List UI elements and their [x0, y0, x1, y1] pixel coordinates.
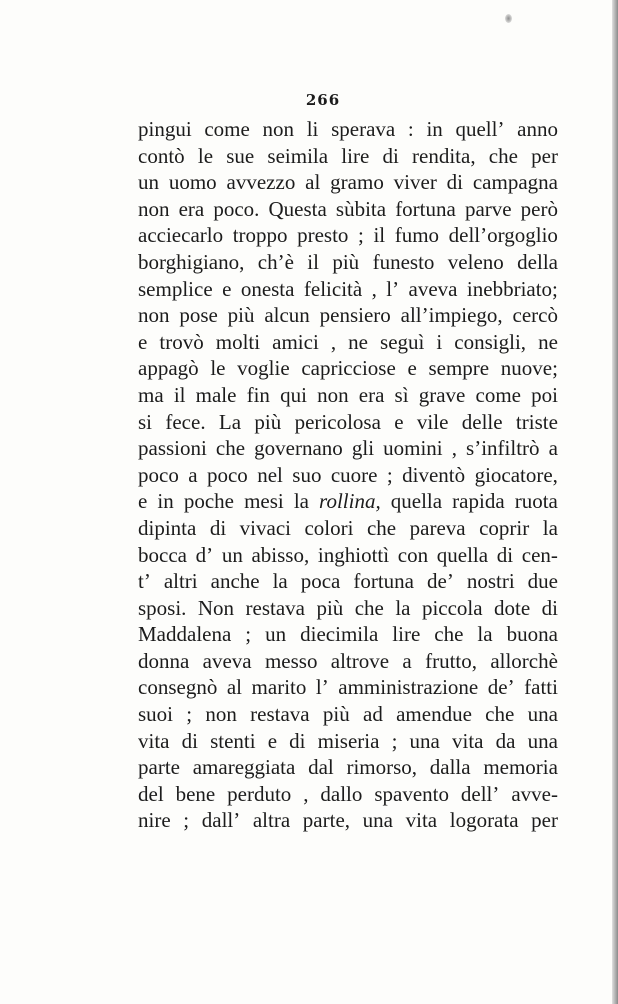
text-line [138, 409, 558, 436]
word: ; [186, 702, 193, 727]
word: con [397, 542, 429, 567]
word: nostri [466, 569, 515, 594]
text-line [138, 621, 558, 648]
text-line [138, 169, 558, 196]
word: lire [341, 143, 370, 168]
text-line [138, 249, 558, 276]
word: era [178, 196, 205, 221]
word: pensiero [319, 303, 391, 328]
word: logorata [449, 808, 519, 833]
word: dallo [320, 781, 363, 806]
word: Maddalena [138, 622, 232, 647]
word: altrove [330, 648, 390, 673]
word: che [485, 702, 515, 727]
word: bene [175, 781, 216, 806]
word: li [306, 117, 319, 141]
word: qui [280, 382, 307, 407]
word: ; [386, 462, 393, 487]
word: ; [183, 808, 190, 833]
word: voglie [237, 356, 290, 381]
text-line [138, 701, 558, 728]
word: di [289, 728, 306, 753]
word: vivaci [239, 515, 291, 540]
word: aveva [408, 276, 458, 301]
word: nire [138, 808, 171, 833]
word: troppo [232, 223, 288, 248]
word: ma [138, 382, 164, 407]
word: in [157, 489, 174, 514]
word: diecimila [300, 622, 379, 647]
text-line [138, 568, 558, 595]
word: stenti [210, 728, 256, 753]
word: viver [393, 170, 437, 195]
word: triste [515, 409, 558, 434]
word: quella [390, 489, 443, 514]
word: suoi [138, 702, 174, 727]
word: ruota [514, 489, 558, 514]
word: dote [494, 595, 531, 620]
word: e [222, 276, 232, 301]
word: che [488, 143, 518, 168]
word: Questa [268, 196, 327, 221]
word: dell’ [460, 781, 500, 806]
word: che [354, 595, 384, 620]
word: veleno [447, 249, 504, 274]
text-line [138, 542, 558, 569]
word: si [138, 409, 153, 434]
word: di [541, 595, 558, 620]
word: Non [197, 595, 235, 620]
word: non [205, 702, 237, 727]
word: non [138, 303, 170, 328]
word: miseria [317, 728, 380, 753]
text-line [138, 781, 558, 808]
word: di [382, 143, 399, 168]
word: fin [246, 382, 270, 407]
word: ad [363, 702, 383, 727]
word: poca [300, 569, 341, 594]
text-line [138, 329, 558, 356]
text-line [138, 515, 558, 542]
word: anche [210, 569, 260, 594]
word: avve- [511, 781, 558, 806]
word: buona [506, 622, 558, 647]
word: di [446, 170, 464, 195]
word: passioni [138, 436, 207, 461]
word: ch’è [257, 249, 294, 274]
word: in [426, 117, 443, 141]
word: dal [308, 755, 334, 780]
text-line [138, 143, 558, 170]
word: però [520, 196, 558, 221]
word: e [407, 356, 417, 381]
word: donna [138, 648, 190, 673]
word: de’ [427, 569, 454, 594]
page-number: 266 [305, 91, 341, 109]
word: avvezzo [226, 170, 296, 195]
word: la [272, 569, 288, 594]
word: poco [138, 462, 179, 487]
word: il [373, 223, 386, 248]
word: poi [531, 382, 558, 407]
word: mesi [244, 489, 284, 514]
word: un [138, 170, 159, 195]
word: la [477, 622, 493, 647]
word: piccola [421, 595, 483, 620]
word: allorchè [490, 648, 558, 673]
word: anno [517, 117, 558, 141]
word: consegnò [138, 675, 218, 700]
word: appagò [138, 356, 199, 381]
word: come [475, 382, 521, 407]
word: giocatore, [474, 462, 558, 487]
word: pericolosa [294, 409, 381, 434]
word: altra [252, 808, 291, 833]
text-line [138, 276, 558, 303]
word: fumo [394, 223, 440, 248]
word: poco [206, 462, 248, 487]
word: cuore [330, 462, 378, 487]
word: sue [226, 143, 255, 168]
word: dell’orgoglio [448, 223, 558, 248]
word: più [254, 409, 282, 434]
word: più [227, 303, 255, 328]
word: felicità [303, 276, 363, 301]
word: poco. [213, 196, 260, 221]
text-line [138, 302, 558, 329]
word: come [204, 117, 250, 141]
word: di [209, 515, 227, 540]
word: ; [245, 622, 252, 647]
word: più [316, 595, 344, 620]
word: più [332, 249, 360, 274]
word: poche [183, 489, 234, 514]
word: inghiottì [317, 542, 390, 567]
word: vile [416, 409, 449, 434]
word: parte [138, 755, 180, 780]
word: vita [452, 728, 484, 753]
word: pingui [138, 117, 192, 141]
word: e [138, 329, 148, 354]
word: governano [254, 436, 343, 461]
ink-smudge [505, 14, 512, 23]
word: per [531, 143, 558, 168]
word: pose [179, 303, 218, 328]
word: ne [538, 329, 558, 354]
word: rendita, [412, 143, 476, 168]
word: restava [250, 702, 310, 727]
word: uomini [383, 436, 443, 461]
word: nuove; [500, 356, 558, 381]
text-line [138, 488, 558, 515]
word: frutto, [425, 648, 477, 673]
word: due [527, 569, 558, 594]
word: s’infiltrò [466, 436, 540, 461]
word: inebbriato; [466, 276, 558, 301]
word: una [409, 728, 440, 753]
text-line [138, 355, 558, 382]
word: trovò [159, 329, 204, 354]
word: suo [292, 462, 322, 487]
text-line [138, 595, 558, 622]
word: non [138, 196, 170, 221]
word: amareggiata [192, 755, 296, 780]
word: un [221, 542, 243, 567]
word: gramo [330, 170, 384, 195]
word: che [215, 436, 246, 461]
text-line [138, 648, 558, 675]
word: ; [358, 223, 364, 248]
word: amendue [396, 702, 472, 727]
word: alcun [264, 303, 310, 328]
word: sposi. [138, 595, 187, 620]
word: restava [245, 595, 305, 620]
word: vita [405, 808, 438, 833]
word: diventò [402, 462, 466, 487]
word: l’ [315, 675, 329, 700]
word: non [262, 117, 295, 141]
text-line [138, 674, 558, 701]
word: vita [138, 728, 170, 753]
word: sperava [331, 117, 396, 141]
word: bocca [138, 542, 187, 567]
word: altri [163, 569, 198, 594]
word: fece. [165, 409, 206, 434]
word: perduto [227, 781, 292, 806]
word: cen- [521, 542, 558, 567]
word: sùbita [335, 196, 387, 221]
word: rapida [452, 489, 505, 514]
word: di [181, 728, 198, 753]
word: seguì [380, 329, 425, 354]
word: marito [251, 675, 307, 700]
body-text [138, 116, 558, 834]
word: a [402, 648, 412, 673]
word: ne [348, 329, 368, 354]
word: abisso, [251, 542, 310, 567]
word: pareva [409, 515, 466, 540]
word: delle [461, 409, 503, 434]
word: e [138, 489, 148, 514]
word: onesta [240, 276, 295, 301]
word: fatti [524, 675, 558, 700]
word: parte, [302, 808, 351, 833]
word: una [527, 728, 558, 753]
word: la [395, 595, 411, 620]
text-line [138, 116, 558, 143]
word: capricciose [301, 356, 396, 381]
word: La [218, 409, 242, 434]
text-line [138, 382, 558, 409]
word: dalla [429, 755, 471, 780]
text-line [138, 807, 558, 834]
word: lire [392, 622, 421, 647]
word: dipinta [138, 515, 197, 540]
word: di [496, 542, 514, 567]
word: dall’ [201, 808, 241, 833]
word: al [226, 675, 243, 700]
word: semplice [138, 276, 213, 301]
word: le [210, 356, 226, 381]
word: all’impiego, [400, 303, 503, 328]
word: spavento [374, 781, 449, 806]
word: borghigiano, [138, 249, 245, 274]
word: l’ [386, 276, 400, 301]
word: amici [272, 329, 319, 354]
page-edge-shadow [612, 0, 618, 1004]
word: cercò [512, 303, 558, 328]
word: la [542, 515, 558, 540]
text-line [138, 222, 558, 249]
word: presto [297, 223, 349, 248]
word: a [188, 462, 198, 487]
word: del [138, 781, 164, 806]
word: al [305, 170, 321, 195]
word: memoria [483, 755, 558, 780]
word: parve [464, 196, 512, 221]
word: da [495, 728, 516, 753]
word: i [436, 329, 443, 354]
word: per [531, 808, 558, 833]
word: campagna [472, 170, 558, 195]
word: nel [257, 462, 283, 487]
word: il [307, 249, 319, 274]
word: e [267, 728, 278, 753]
word: coprir [479, 515, 530, 540]
word: molti [215, 329, 261, 354]
word: male [195, 382, 237, 407]
word: , [330, 329, 337, 354]
word: amministrazione [338, 675, 479, 700]
word: una [362, 808, 393, 833]
word: d’ [195, 542, 214, 567]
word: aveva [202, 648, 252, 673]
word: : [407, 117, 414, 141]
word: fortuna [353, 569, 415, 594]
word: più [322, 702, 350, 727]
word: t’ [138, 569, 151, 594]
text-line [138, 196, 558, 223]
word: le [197, 143, 214, 168]
word: messo [264, 648, 318, 673]
word: , [451, 436, 457, 461]
text-line [138, 435, 558, 462]
word: e [394, 409, 404, 434]
word: una [527, 702, 558, 727]
word: ; [391, 728, 398, 753]
word: il [173, 382, 186, 407]
text-line [138, 728, 558, 755]
word: fortuna [395, 196, 456, 221]
word: quell’ [455, 117, 505, 141]
word: della [517, 249, 558, 274]
word: rimorso, [346, 755, 418, 780]
word: gli [351, 436, 375, 461]
word: un [265, 622, 287, 647]
text-line [138, 462, 558, 489]
word: , [371, 276, 377, 301]
word: contò [138, 143, 185, 168]
word: che [434, 622, 464, 647]
word: , [303, 781, 309, 806]
word: consigli, [454, 329, 527, 354]
word: quella [436, 542, 489, 567]
word: sì [394, 382, 409, 407]
word: acciecarlo [138, 223, 224, 248]
word: uomo [168, 170, 217, 195]
word: sempre [428, 356, 490, 381]
word: che [366, 515, 397, 540]
word: de’ [487, 675, 515, 700]
word: colori [304, 515, 354, 540]
word: grave [418, 382, 466, 407]
italic-word: rollina, [319, 489, 381, 514]
word: era [358, 382, 385, 407]
word: la [293, 489, 309, 514]
word: funesto [372, 249, 435, 274]
word: seimila [267, 143, 329, 168]
word: non [317, 382, 349, 407]
text-line [138, 754, 558, 781]
word: a [548, 436, 558, 461]
